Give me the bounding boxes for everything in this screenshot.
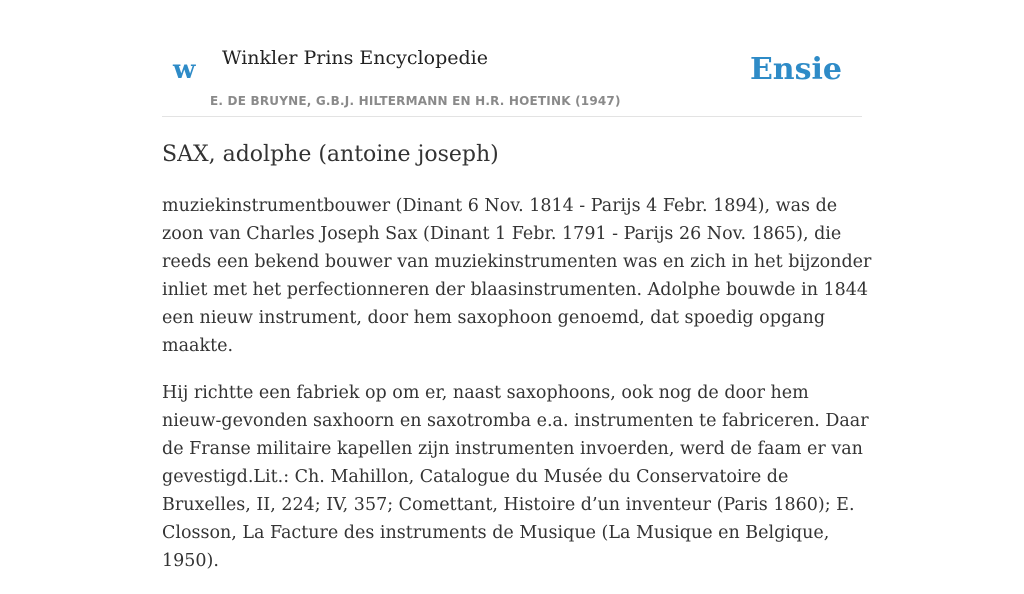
publication-logo-icon[interactable]: w bbox=[173, 55, 196, 85]
entry-body bbox=[162, 192, 872, 594]
entry-title: SAX, adolphe (antoine joseph) bbox=[162, 142, 499, 167]
ensie-logo-link[interactable]: Ensie bbox=[749, 52, 842, 87]
publication-authors: E. DE BRUYNE, G.B.J. HILTERMANN EN H.R. HOETINK (1947) bbox=[210, 94, 621, 108]
entry-paragraph: Hij richtte een fabriek op om er, naast saxophoons, ook nog de door hem nieuw-gevonden saxhoorn en saxotromba e.a. instrumenten te fabriceren. Daar de Franse militaire kapellen zijn instrumenten invoerden, werd de faam er van gevestigd.Lit.: Ch. Mahillon, Catalogue du Musée du Conservatoire de Bruxelles, II, 224; IV, 357; Comettant, Histoire d’un inventeur (Paris 1860); E. Closson, La Facture des instruments de Musique (La Musique en Belgique, 1950). bbox=[162, 383, 869, 571]
site-header bbox=[162, 38, 862, 117]
entry-paragraph: muziekinstrumentbouwer (Dinant 6 Nov. 1814 - Parijs 4 Febr. 1894), was de zoon van Charles Joseph Sax (Dinant 1 Febr. 1791 - Parijs 26 Nov. 1865), die reeds een bekend bouwer van muziekinstrumenten was en zich in het bijzonder inliet met het perfectionneren der blaasinstrumenten. Adolphe bouwde in 1844 een nieuw instrument, door hem saxophoon genoemd, dat spoedig opgang maakte. bbox=[162, 196, 872, 356]
publication-title-link[interactable]: Winkler Prins Encyclopedie bbox=[222, 47, 488, 69]
